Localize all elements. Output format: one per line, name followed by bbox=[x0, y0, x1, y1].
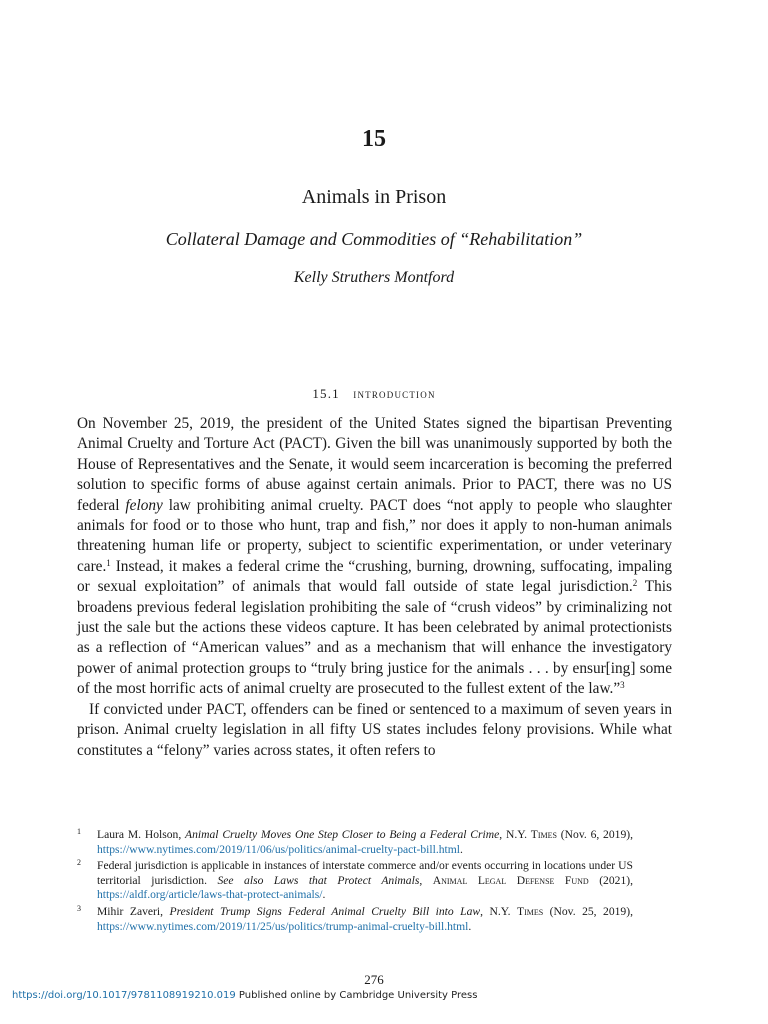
footnote-end: . bbox=[322, 888, 326, 902]
footnote-number: 1 bbox=[77, 827, 81, 836]
footnote-ref-1[interactable]: 1 bbox=[106, 557, 111, 568]
footnote-text: Federal jurisdiction is applicable in instances of interstate commerce and/or events occurring in locations under US territorial jurisdiction. bbox=[97, 859, 633, 887]
footnote-end: . bbox=[468, 919, 472, 933]
footnote-text: , bbox=[419, 873, 433, 887]
section-title: introduction bbox=[353, 386, 436, 401]
doi-link[interactable]: https://doi.org/10.1017/9781108919210.019 bbox=[12, 990, 236, 1001]
chapter-title: Animals in Prison bbox=[301, 186, 447, 208]
footnote-title: President Trump Signs Federal Animal Cruelty Bill into Law bbox=[169, 904, 481, 918]
publisher-footer bbox=[12, 990, 477, 1001]
paragraph-2: If convicted under PACT, offenders can be fined or sentenced to a maximum of seven years in prison. Animal cruelty legislation in all fifty US states includes felony provisions. While what constitutes a “felony” varies across states, it often refers to bbox=[77, 700, 672, 759]
footnote-link[interactable]: https://www.nytimes.com/2019/11/25/us/politics/trump-animal-cruelty-bill.html bbox=[97, 919, 469, 933]
footnote-number: 2 bbox=[77, 858, 81, 868]
footnote-title: Animal Cruelty Moves One Step Closer to Being a Federal Crime bbox=[185, 828, 500, 841]
paragraph-1-part-d: This broadens previous federal legislation prohibiting the sale of “crush videos” by criminalizing not just the sale but the actions these videos capture. It has been celebrated by animal protectionists as a reflection of “American values” and as a mechanism that will enhance the investigatory power of animal protection groups to “truly bring justice for the animals . . . by ensur[ing] some of the most horrific acts of animal cruelty are prosecuted to the fullest extent of the law.” bbox=[77, 578, 673, 698]
footnote-author: Laura M. Holson, bbox=[97, 828, 186, 841]
paragraph-1-part-a: On November 25, 2019, the president of the United States signed the bipartisan Preventing Animal Cruelty and Torture Act (PACT). Given the bill was unanimously supported by both the House of Representatives and the Senate, it would seem incarceration is becoming the preferred solution to specific forms of abuse against certain animals. Prior to PACT, there was no US federal bbox=[77, 415, 672, 514]
paragraph-1-part-c: Instead, it makes a federal crime the “crushing, burning, drowning, suffocating, impaling or sexual exploitation” of animals that would fall outside of state legal jurisdiction. bbox=[77, 557, 672, 596]
footnote-1 bbox=[77, 828, 633, 857]
footnote-date: (Nov. 25, 2019), bbox=[543, 904, 633, 918]
footnote-date: (2021), bbox=[588, 873, 633, 887]
footnote-link[interactable]: https://www.nytimes.com/2019/11/06/us/politics/animal-cruelty-pact-bill.html bbox=[97, 842, 461, 856]
footnote-publication: Animal Legal Defense Fund bbox=[432, 873, 589, 887]
footnotes bbox=[77, 828, 633, 936]
paragraph-1 bbox=[77, 414, 672, 700]
page-number: 276 bbox=[364, 972, 384, 987]
footnote-2 bbox=[77, 859, 633, 903]
footnote-publication: Times bbox=[516, 904, 544, 918]
section-heading bbox=[0, 386, 748, 402]
published-online-text: Published online by Cambridge University Press bbox=[235, 990, 478, 1001]
chapter-number: 15 bbox=[362, 126, 386, 152]
footnote-ref-3[interactable]: 3 bbox=[620, 680, 625, 691]
body-text bbox=[77, 414, 672, 761]
footnote-end: . bbox=[460, 842, 463, 856]
chapter-author: Kelly Struthers Montford bbox=[293, 269, 455, 286]
footnote-3 bbox=[77, 905, 633, 934]
footnote-text: , N.Y. bbox=[499, 828, 531, 841]
footnote-number: 3 bbox=[77, 903, 81, 913]
footnote-link[interactable]: https://aldf.org/article/laws-that-protect-animals/ bbox=[97, 888, 323, 902]
emphasis-felony: felony bbox=[125, 496, 163, 514]
footnote-author: Mihir Zaveri, bbox=[97, 904, 170, 918]
chapter-subtitle: Collateral Damage and Commodities of “Rehabilitation” bbox=[165, 229, 583, 249]
paragraph-1-part-b: law prohibiting animal cruelty. PACT does “not apply to people who slaughter animals for food or to those who hunt, trap and fish,” nor does it apply to non-human animals threatening human life or property, subject to scientific experimentation, or under veterinary care. bbox=[77, 496, 672, 575]
footnote-title: See also Laws that Protect Animals bbox=[217, 873, 420, 887]
footnote-text: , N.Y. bbox=[480, 904, 517, 918]
footnote-date: (Nov. 6, 2019), bbox=[557, 828, 633, 841]
section-number: 15.1 bbox=[312, 386, 340, 401]
footnote-publication: Times bbox=[530, 828, 557, 841]
footnote-ref-2[interactable]: 2 bbox=[632, 578, 638, 589]
